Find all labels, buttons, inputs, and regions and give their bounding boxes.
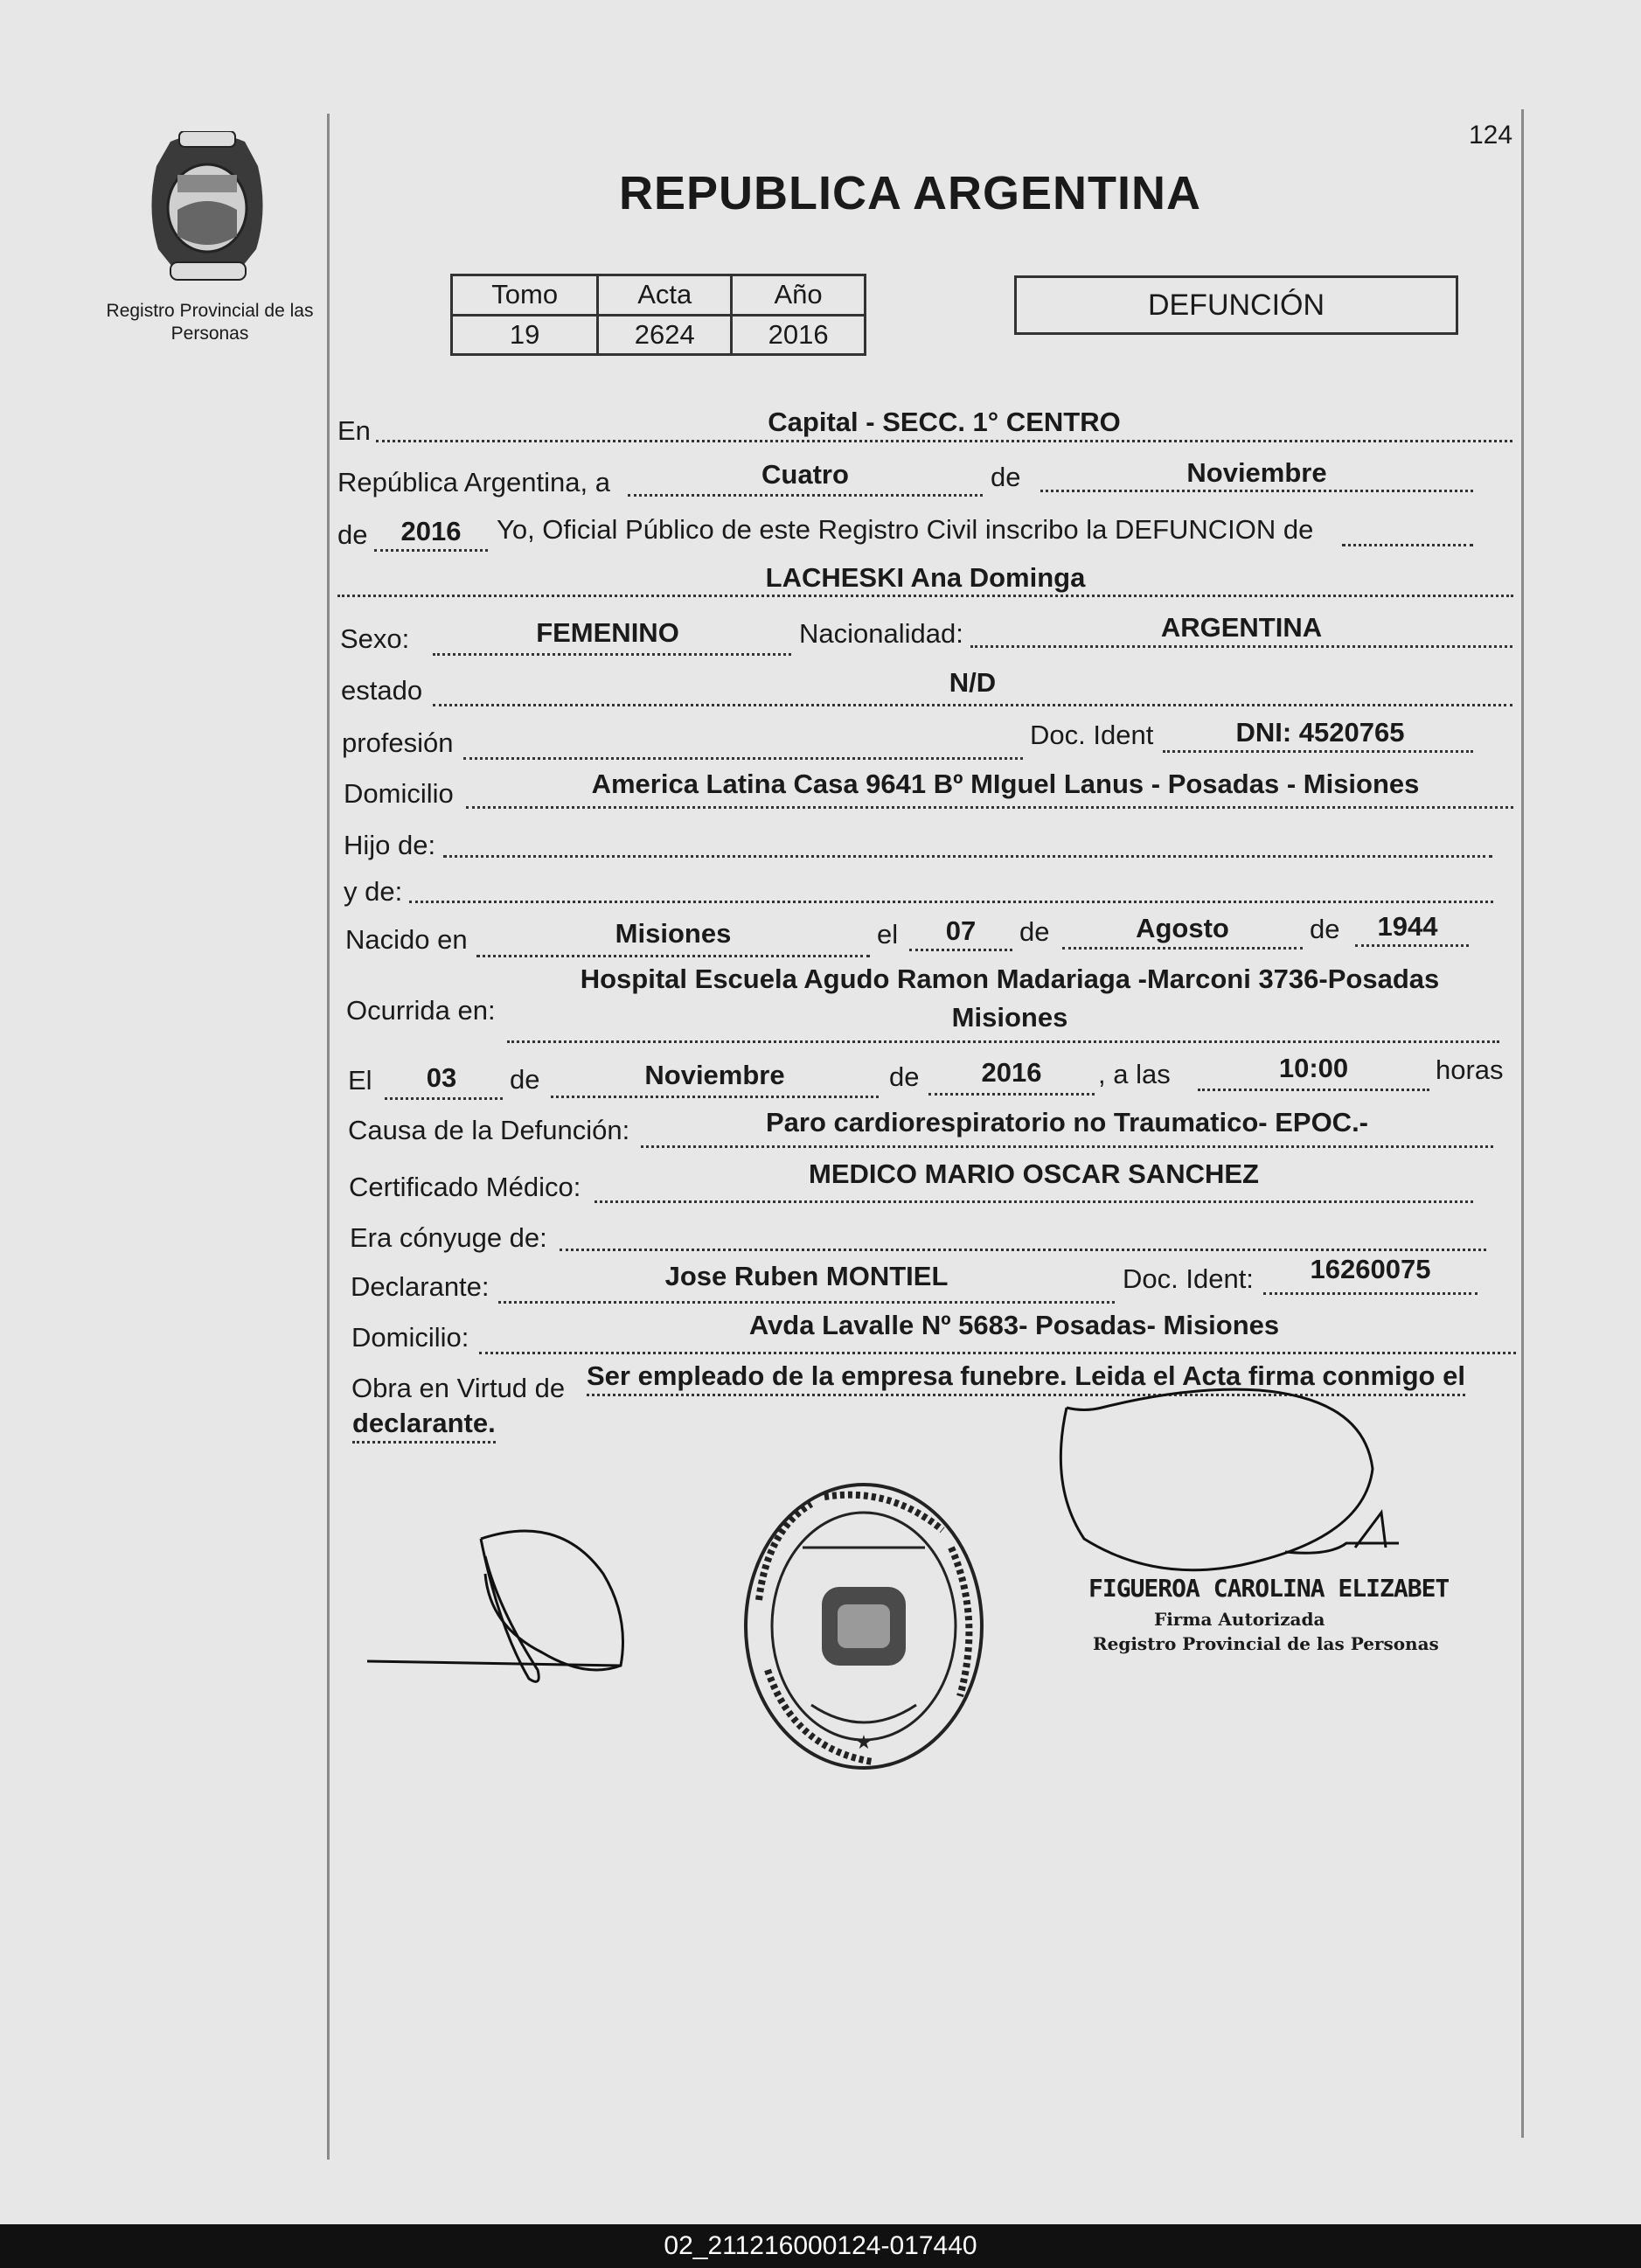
value-nac-dia: 07 bbox=[945, 915, 977, 946]
file-id: 02_211216000124-017440 bbox=[664, 2231, 977, 2260]
label-de-4: de bbox=[1310, 914, 1340, 944]
value-fall-anio: 2016 bbox=[981, 1057, 1042, 1088]
registry-name: Registro Provincial de las Personas bbox=[106, 301, 314, 344]
value-nombre: LACHESKI Ana Dominga bbox=[765, 562, 1086, 593]
dots-decl-domicilio bbox=[479, 1352, 1516, 1354]
dots-ocurrida bbox=[507, 1040, 1499, 1043]
label-domicilio-2: Domicilio: bbox=[351, 1322, 469, 1353]
dots-fall-dia bbox=[385, 1097, 503, 1100]
label-nacionalidad: Nacionalidad: bbox=[799, 618, 963, 649]
value-tomo: 19 bbox=[452, 315, 598, 355]
page-title: REPUBLICA ARGENTINA bbox=[619, 167, 1201, 219]
label-profesion: profesión bbox=[342, 727, 454, 758]
dots-certificado bbox=[595, 1200, 1473, 1203]
value-nacido-en: Misiones bbox=[615, 918, 732, 949]
header-anio: Año bbox=[732, 275, 866, 316]
dots-nacido-en bbox=[476, 955, 870, 957]
dots-nacionalidad bbox=[970, 645, 1512, 648]
label-certificado: Certificado Médico: bbox=[349, 1172, 581, 1202]
label-domicilio: Domicilio bbox=[344, 778, 454, 809]
label-nacido-en: Nacido en bbox=[345, 924, 468, 955]
page-number: 124 bbox=[1469, 121, 1513, 150]
header-acta: Acta bbox=[598, 275, 732, 316]
label-el: el bbox=[877, 919, 899, 950]
label-de-5: de bbox=[510, 1064, 540, 1095]
value-domicilio: America Latina Casa 9641 Bº MIguel Lanus - Posadas - Misiones bbox=[591, 769, 1420, 799]
label-conyuge: Era cónyuge de: bbox=[350, 1222, 547, 1253]
label-doc-ident-2: Doc. Ident: bbox=[1123, 1263, 1254, 1294]
value-anio: 2016 bbox=[732, 315, 866, 355]
dots-nac-anio bbox=[1355, 944, 1469, 947]
value-ocurrida-2: Misiones bbox=[951, 1002, 1068, 1033]
label-causa: Causa de la Defunción: bbox=[348, 1115, 630, 1145]
value-nac-anio: 1944 bbox=[1377, 911, 1438, 942]
value-certificado: MEDICO MARIO OSCAR SANCHEZ bbox=[809, 1158, 1259, 1189]
right-margin-line bbox=[1521, 109, 1524, 2138]
dots-conyuge bbox=[560, 1249, 1486, 1251]
label-a-las: , a las bbox=[1098, 1059, 1171, 1089]
label-obra: Obra en Virtud de bbox=[351, 1373, 566, 1403]
dots-anio bbox=[374, 549, 488, 552]
value-dia: Cuatro bbox=[761, 459, 849, 490]
dots-defuncion-de bbox=[1342, 544, 1473, 546]
declarant-signature bbox=[367, 1521, 647, 1696]
value-decl-doc: 16260075 bbox=[1310, 1254, 1431, 1284]
dots-nombre bbox=[337, 595, 1513, 597]
value-mes: Noviembre bbox=[1186, 457, 1327, 488]
dots-hijo-de bbox=[443, 855, 1492, 858]
label-en: En bbox=[337, 415, 371, 446]
dots-dia bbox=[628, 494, 983, 497]
signatory-role: Firma Autorizada bbox=[1154, 1609, 1325, 1630]
value-lugar: Capital - SECC. 1° CENTRO bbox=[768, 407, 1121, 437]
label-de-1: de bbox=[991, 462, 1021, 492]
dots-fall-mes bbox=[551, 1096, 879, 1098]
value-ocurrida-1: Hospital Escuela Agudo Ramon Madariaga -Marconi 3736-Posadas bbox=[580, 964, 1440, 994]
left-margin-line bbox=[327, 114, 330, 2160]
label-doc-ident: Doc. Ident bbox=[1030, 720, 1154, 750]
value-declarante: Jose Ruben MONTIEL bbox=[664, 1261, 949, 1291]
label-hijo-de: Hijo de: bbox=[344, 830, 436, 860]
value-anio: 2016 bbox=[400, 516, 462, 546]
label-estado: estado bbox=[341, 675, 423, 706]
value-obra-1: Ser empleado de la empresa funebre. Leida el Acta firma conmigo el bbox=[587, 1360, 1465, 1396]
provincial-seal bbox=[136, 131, 280, 284]
official-stamp bbox=[741, 1478, 986, 1775]
dots-causa bbox=[641, 1145, 1493, 1148]
label-horas: horas bbox=[1436, 1054, 1504, 1085]
dots-domicilio bbox=[466, 806, 1513, 809]
dots-y-de bbox=[409, 901, 1493, 903]
dots-nac-mes bbox=[1062, 947, 1303, 950]
dots-nac-dia bbox=[909, 949, 1012, 951]
dots-estado bbox=[433, 704, 1512, 706]
label-de-3: de bbox=[1019, 916, 1050, 947]
label-ocurrida-en: Ocurrida en: bbox=[346, 995, 496, 1026]
label-republica: República Argentina, a bbox=[337, 467, 610, 497]
value-obra-2: declarante. bbox=[352, 1408, 496, 1444]
value-decl-domicilio: Avda Lavalle Nº 5683- Posadas- Misiones bbox=[748, 1310, 1280, 1340]
value-nac-mes: Agosto bbox=[1136, 913, 1229, 943]
label-de-6: de bbox=[889, 1061, 920, 1092]
value-doc-ident: DNI: 4520765 bbox=[1235, 717, 1405, 748]
value-fall-hora: 10:00 bbox=[1278, 1053, 1349, 1083]
label-yo-oficial: Yo, Oficial Público de este Registro Civil inscribo la DEFUNCION de bbox=[497, 514, 1314, 545]
svg-text:★: ★ bbox=[855, 1731, 873, 1753]
value-sexo: FEMENINO bbox=[536, 617, 679, 648]
dots-mes bbox=[1040, 490, 1473, 492]
value-acta: 2624 bbox=[598, 315, 732, 355]
label-y-de: y de: bbox=[344, 876, 403, 907]
label-de-2: de bbox=[337, 519, 368, 550]
dots-fall-anio bbox=[928, 1093, 1095, 1096]
signatory-name: FIGUEROA CAROLINA ELIZABET bbox=[1088, 1574, 1450, 1603]
doc-type-label: DEFUNCIÓN bbox=[1147, 288, 1325, 322]
value-fall-mes: Noviembre bbox=[644, 1060, 785, 1090]
dots-sexo bbox=[433, 653, 791, 656]
label-el-cap: El bbox=[348, 1065, 372, 1096]
doc-type-box bbox=[1014, 275, 1458, 335]
label-sexo: Sexo: bbox=[340, 623, 410, 654]
value-fall-dia: 03 bbox=[426, 1062, 457, 1093]
dots-fall-hora bbox=[1198, 1089, 1429, 1091]
signatory-org: Registro Provincial de las Personas bbox=[1093, 1633, 1439, 1654]
authorized-signature bbox=[1032, 1381, 1434, 1574]
dots-decl-doc bbox=[1263, 1292, 1478, 1295]
record-table bbox=[450, 274, 866, 356]
value-estado: N/D bbox=[949, 667, 997, 698]
dots-en bbox=[376, 440, 1512, 442]
value-nacionalidad: ARGENTINA bbox=[1160, 612, 1323, 643]
dots-declarante bbox=[498, 1301, 1115, 1304]
value-causa: Paro cardiorespiratorio no Traumatico- EPOC.- bbox=[765, 1107, 1369, 1137]
dots-doc-ident bbox=[1163, 750, 1473, 753]
file-id-bar bbox=[0, 2224, 1641, 2268]
dots-profesion bbox=[463, 757, 1023, 760]
header-tomo: Tomo bbox=[452, 275, 598, 316]
label-declarante: Declarante: bbox=[351, 1271, 490, 1302]
